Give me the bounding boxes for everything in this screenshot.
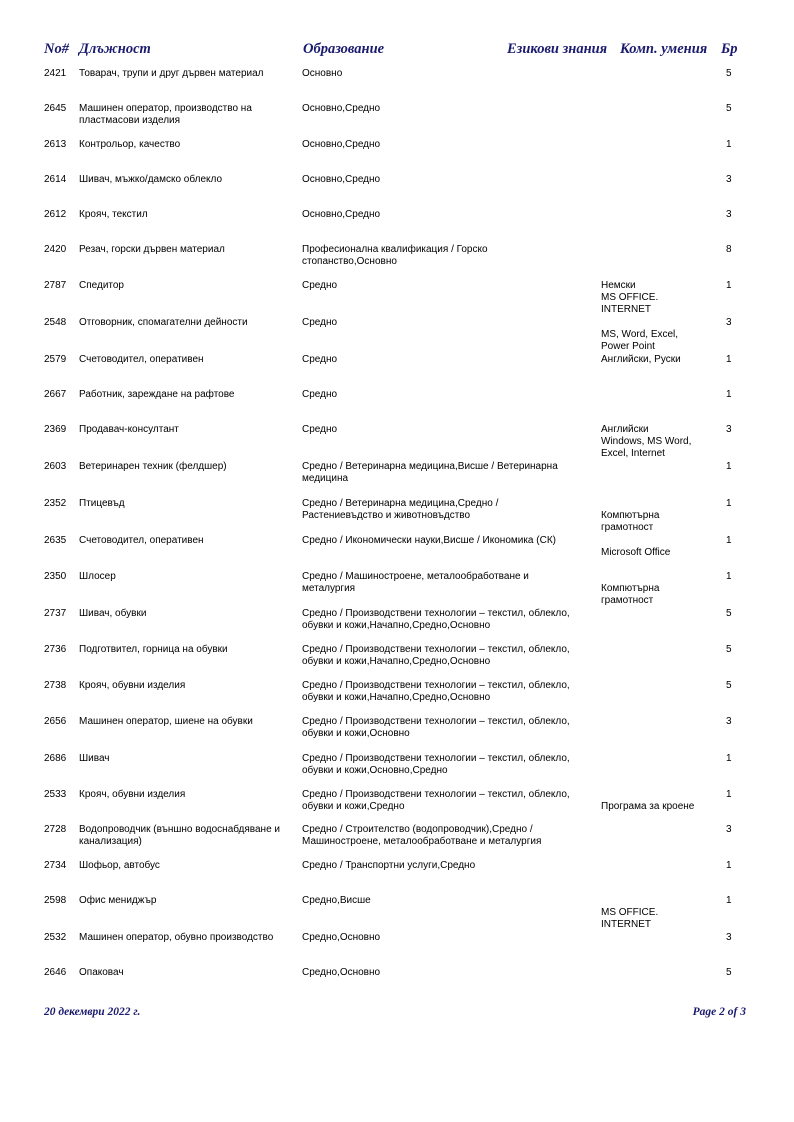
- row-number: 2734: [44, 860, 67, 871]
- row-number: 2352: [44, 498, 67, 509]
- row-education: Средно,Основно: [302, 967, 381, 978]
- row-education: Средно / Производствени технологии – текстил, облекло, обувки и кожи,Средно: [302, 789, 570, 812]
- row-count: 3: [726, 209, 732, 220]
- table-row: [0, 389, 794, 425]
- row-computer-skills: Компютърна грамотност: [601, 510, 660, 533]
- row-number: 2548: [44, 317, 67, 328]
- row-count: 1: [726, 895, 732, 906]
- row-position: Шлосер: [79, 571, 116, 582]
- row-education: Средно / Производствени технологии – текстил, облекло, обувки и кожи,Основно: [302, 716, 570, 739]
- row-count: 1: [726, 571, 732, 582]
- row-number: 2736: [44, 644, 67, 655]
- table-row: [0, 244, 794, 280]
- row-computer-skills: MS, Word, Excel, Power Point: [601, 329, 679, 352]
- header-count: Бр: [721, 41, 738, 57]
- table-row: [0, 103, 794, 139]
- row-number: 2667: [44, 389, 67, 400]
- row-education: Основно,Средно: [302, 174, 381, 185]
- table-row: [0, 461, 794, 497]
- row-education: Средно: [302, 280, 338, 291]
- row-education: Средно: [302, 354, 338, 365]
- row-education: Средно,Основно: [302, 932, 381, 943]
- row-position: Счетоводител, оперативен: [79, 535, 204, 546]
- table-row: [0, 608, 794, 644]
- row-count: 1: [726, 789, 732, 800]
- row-education: Основно,Средно: [302, 209, 381, 220]
- row-languages: Немски: [601, 280, 636, 291]
- row-position: Отговорник, спомагателни дейности: [79, 317, 248, 328]
- row-education: Средно / Машиностроене, металообработване и металургия: [302, 571, 529, 594]
- row-count: 1: [726, 389, 732, 400]
- row-number: 2737: [44, 608, 67, 619]
- row-computer-skills: Microsoft Office: [601, 547, 671, 558]
- row-position: Работник, зареждане на рафтове: [79, 389, 235, 400]
- row-position: Шивач: [79, 753, 110, 764]
- row-education: Професионална квалификация / Горско стопанство,Основно: [302, 244, 488, 267]
- header-education: Образование: [303, 41, 385, 57]
- row-number: 2686: [44, 753, 67, 764]
- row-position: Водопроводчик (външно водоснабдяване и канализация): [79, 824, 281, 847]
- row-education: Средно: [302, 317, 338, 328]
- row-position: Крояч, обувни изделия: [79, 789, 186, 800]
- table-row: [0, 174, 794, 210]
- row-position: Офис мениджър: [79, 895, 157, 906]
- row-position: Шивач, мъжко/дамско облекло: [79, 174, 223, 185]
- row-education: Средно / Производствени технологии – текстил, облекло, обувки и кожи,Начапно,Средно,Основно: [302, 680, 570, 703]
- row-number: 2421: [44, 68, 67, 79]
- table-row: [0, 753, 794, 789]
- footer-page-number: Page 2 of 3: [692, 1006, 746, 1018]
- row-position: Продавач-консултант: [79, 424, 179, 435]
- row-position: Опаковач: [79, 967, 124, 978]
- row-count: 5: [726, 644, 732, 655]
- row-position: Товарач, трупи и друг дървен материал: [79, 68, 264, 79]
- row-education: Средно / Производствени технологии – текстил, облекло, обувки и кожи,Основно,Средно: [302, 753, 570, 776]
- row-count: 1: [726, 354, 732, 365]
- table-row: [0, 895, 794, 931]
- row-number: 2420: [44, 244, 67, 255]
- row-count: 3: [726, 317, 732, 328]
- row-position: Контрольор, качество: [79, 139, 181, 150]
- row-number: 2738: [44, 680, 67, 691]
- row-position: Машинен оператор, шиене на обувки: [79, 716, 253, 727]
- row-number: 2598: [44, 895, 67, 906]
- table-row: [0, 789, 794, 825]
- row-position: Подготвител, горница на обувки: [79, 644, 228, 655]
- row-number: 2656: [44, 716, 67, 727]
- row-count: 3: [726, 824, 732, 835]
- table-row: [0, 424, 794, 460]
- row-number: 2728: [44, 824, 67, 835]
- table-row: [0, 317, 794, 353]
- row-count: 5: [726, 103, 732, 114]
- row-number: 2533: [44, 789, 67, 800]
- row-position: Шофьор, автобус: [79, 860, 160, 871]
- row-number: 2614: [44, 174, 67, 185]
- row-count: 1: [726, 461, 732, 472]
- table-row: [0, 860, 794, 896]
- table-row: [0, 932, 794, 968]
- table-row: [0, 68, 794, 104]
- row-number: 2603: [44, 461, 67, 472]
- row-count: 5: [726, 68, 732, 79]
- header-computer-skills: Комп. умения: [620, 41, 708, 57]
- row-position: Спедитор: [79, 280, 124, 291]
- header-no: No#: [44, 41, 69, 57]
- row-count: 1: [726, 753, 732, 764]
- row-computer-skills: Компютърна грамотност: [601, 583, 660, 606]
- row-computer-skills: Windows, MS Word, Excel, Internet: [601, 436, 692, 459]
- row-education: Основно,Средно: [302, 103, 381, 114]
- row-number: 2579: [44, 354, 67, 365]
- row-education: Средно / Ветеринарна медицина,Висше / Ветеринарна медицина: [302, 461, 558, 484]
- row-count: 1: [726, 498, 732, 509]
- row-number: 2646: [44, 967, 67, 978]
- row-number: 2350: [44, 571, 67, 582]
- table-row: [0, 716, 794, 752]
- row-position: Крояч, обувни изделия: [79, 680, 186, 691]
- table-row: [0, 498, 794, 534]
- row-languages: Английски, Руски: [601, 354, 681, 365]
- row-position: Машинен оператор, производство на пластмасови изделия: [79, 103, 252, 126]
- row-count: 3: [726, 174, 732, 185]
- row-education: Средно: [302, 389, 338, 400]
- table-row: [0, 354, 794, 390]
- row-computer-skills: MS OFFICE. INTERNET: [601, 292, 659, 315]
- row-education: Основно,Средно: [302, 139, 381, 150]
- row-count: 1: [726, 860, 732, 871]
- row-number: 2613: [44, 139, 67, 150]
- row-education: Средно / Строителство (водопроводчик),Средно / Машиностроене, металообработване и металургия: [302, 824, 542, 847]
- table-row: [0, 139, 794, 175]
- row-number: 2369: [44, 424, 67, 435]
- row-computer-skills: Програма за кроене: [601, 801, 695, 812]
- row-count: 3: [726, 424, 732, 435]
- row-education: Средно / Производствени технологии – текстил, облекло, обувки и кожи,Начапно,Средно,Основно: [302, 608, 570, 631]
- header-languages: Езикови знания: [507, 41, 608, 57]
- table-row: [0, 209, 794, 245]
- row-position: Крояч, текстил: [79, 209, 148, 220]
- row-number: 2612: [44, 209, 67, 220]
- row-count: 1: [726, 280, 732, 291]
- table-row: [0, 680, 794, 716]
- row-position: Ветеринарен техник (фелдшер): [79, 461, 227, 472]
- row-education: Средно / Ветеринарна медицина,Средно / Растениевъдство и животновъдство: [302, 498, 499, 521]
- row-count: 1: [726, 535, 732, 546]
- row-number: 2635: [44, 535, 67, 546]
- row-education: Средно / Транспортни услуги,Средно: [302, 860, 476, 871]
- table-row: [0, 967, 794, 1003]
- row-count: 3: [726, 932, 732, 943]
- table-row: [0, 644, 794, 680]
- row-count: 1: [726, 139, 732, 150]
- header-position: Длъжност: [79, 41, 151, 57]
- row-education: Средно / Икономически науки,Висше / Икономика (СК): [302, 535, 556, 546]
- row-number: 2645: [44, 103, 67, 114]
- row-count: 5: [726, 967, 732, 978]
- row-number: 2532: [44, 932, 67, 943]
- table-row: [0, 824, 794, 860]
- row-count: 8: [726, 244, 732, 255]
- table-row: [0, 535, 794, 571]
- row-position: Шивач, обувки: [79, 608, 147, 619]
- row-count: 3: [726, 716, 732, 727]
- row-count: 5: [726, 608, 732, 619]
- row-number: 2787: [44, 280, 67, 291]
- row-position: Машинен оператор, обувно производство: [79, 932, 274, 943]
- row-languages: Английски: [601, 424, 649, 435]
- row-education: Средно,Висше: [302, 895, 371, 906]
- row-computer-skills: MS OFFICE. INTERNET: [601, 907, 659, 930]
- row-position: Резач, горски дървен материал: [79, 244, 225, 255]
- row-education: Средно: [302, 424, 338, 435]
- row-count: 5: [726, 680, 732, 691]
- row-education: Основно: [302, 68, 343, 79]
- row-position: Птицевъд: [79, 498, 125, 509]
- footer-date: 20 декември 2022 г.: [44, 1006, 141, 1018]
- row-position: Счетоводител, оперативен: [79, 354, 204, 365]
- row-education: Средно / Производствени технологии – текстил, облекло, обувки и кожи,Начапно,Средно,Основно: [302, 644, 570, 667]
- table-row: [0, 280, 794, 316]
- table-row: [0, 571, 794, 607]
